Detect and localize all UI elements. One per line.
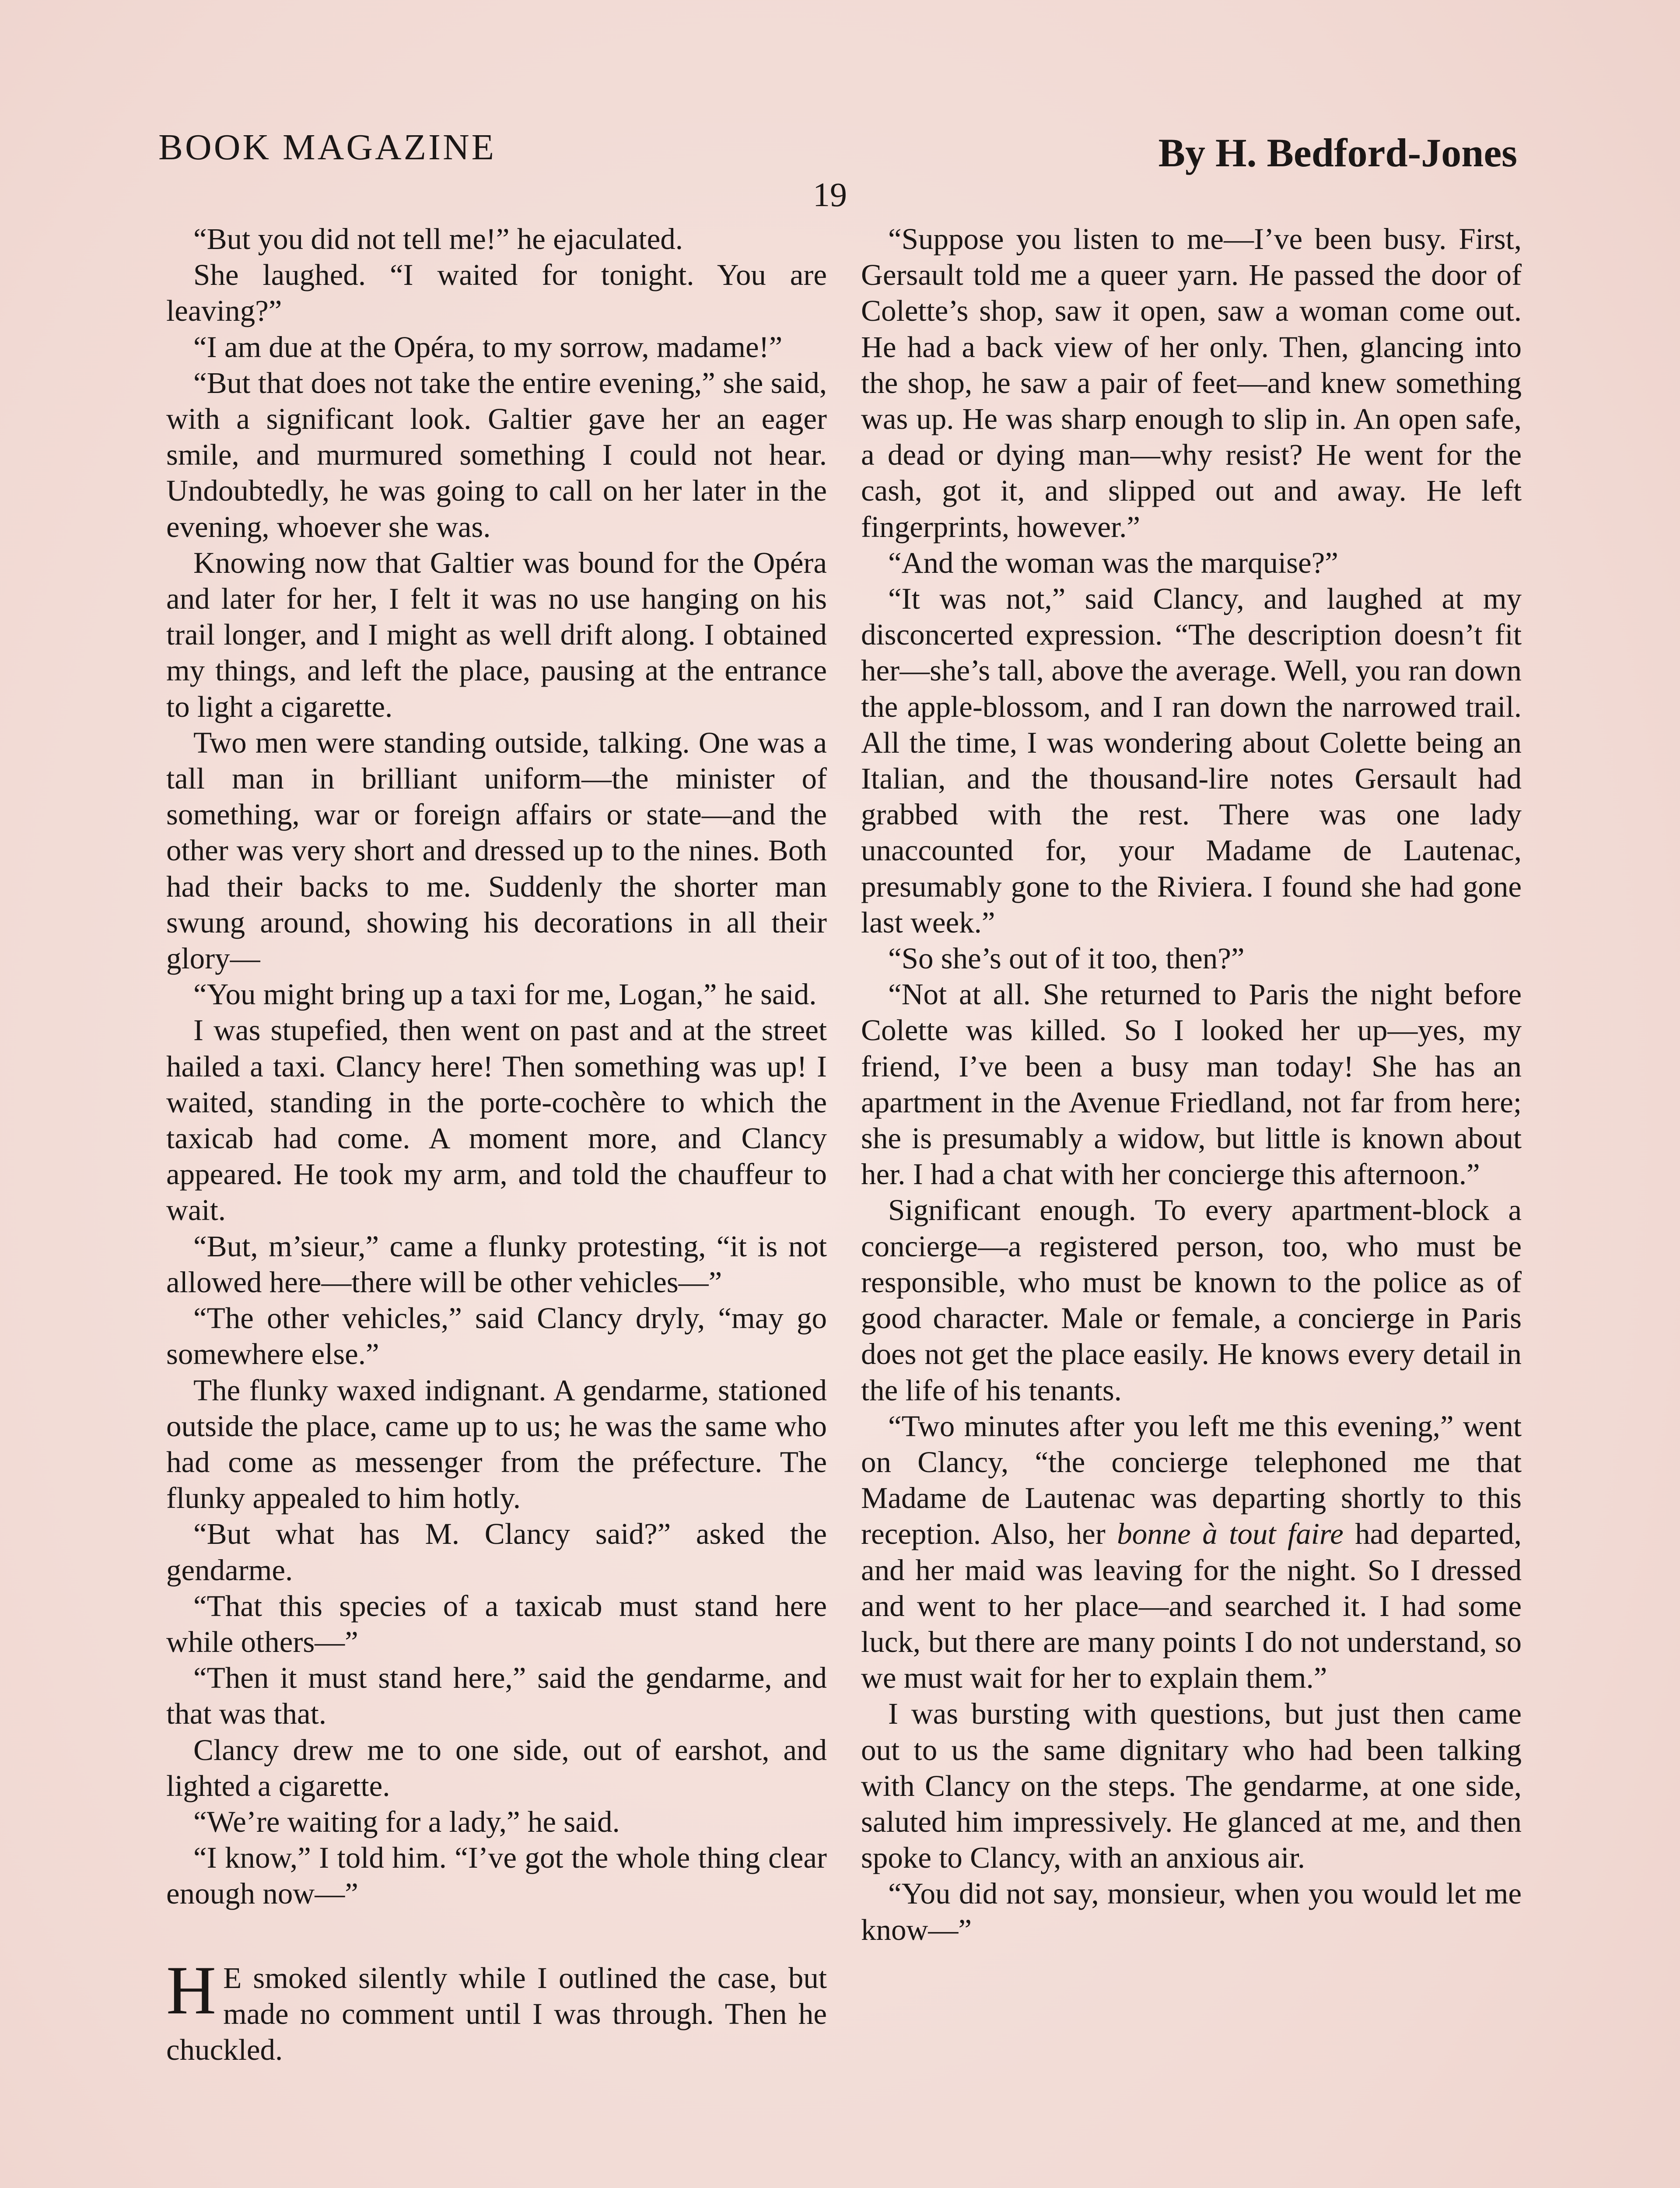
paragraph: “But, m’sieur,” came a flunky protesting, “it is not allowed here—there will be other vehicles—” <box>166 1229 827 1299</box>
paragraph: “The other vehicles,” said Clancy dryly, “may go somewhere else.” <box>166 1301 827 1371</box>
paragraph: “Not at all. She returned to Paris the night before Colette was killed. So I looked her up—yes, my friend, I’ve been a busy man today! She has an apartment in the Avenue Friedland, not far from here; she is presumably a widow, but little is known about her. I had a chat with her concierge this afternoon.” <box>861 978 1522 1191</box>
magazine-title: BOOK MAGAZINE <box>158 127 496 168</box>
left-column <box>166 221 827 2068</box>
dropcap-text: E smoked silently while I outlined the case, but made no comment until I was through. Then he chuckled. <box>166 1961 827 2066</box>
drop-cap: H <box>166 1952 217 2029</box>
paragraph: She laughed. “I waited for tonight. You are leaving?” <box>166 258 827 328</box>
paragraph: “But that does not take the entire evening,” she said, with a significant look. Galtier gave her an eager smile, and murmured something I could not hear. Undoubtedly, he was going to call on her later in the evening, whoever she was. <box>166 366 827 543</box>
paragraph: “Suppose you listen to me—I’ve been busy. First, Gersault told me a queer yarn. He passed the door of Colette’s shop, saw it open, saw a woman come out. He had a back view of her only. Then, glancing into the shop, he saw a pair of feet—and knew something was up. He was sharp enough to slip in. An open safe, a dead or dying man—why resist? He went for the cash, got it, and slipped out and away. He left fingerprints, however.” <box>861 222 1522 543</box>
paragraph: “Then it must stand here,” said the gendarme, and that was that. <box>166 1661 827 1731</box>
author-byline: By H. Bedford-Jones <box>1158 130 1517 175</box>
text-run: “Two minutes after you left me this evening,” went on Clancy, “the concierge telephoned me that Madame de Lautenac was departing shortly to this reception. Also, her <box>861 1409 1522 1551</box>
paragraph: “It was not,” said Clancy, and laughed at my disconcerted expression. “The description doesn’t fit her—she’s tall, above the average. Well, you ran down the apple-blossom, and I ran down the narrowed trail. All the time, I was wondering about Colette being an Italian, and the thousand-lire notes Gersault had grabbed with the rest. There was one lady unaccounted for, your Madame de Lautenac, presumably gone to the Riviera. I found she had gone last week.” <box>861 582 1522 939</box>
paragraph: “But what has M. Clancy said?” asked the gendarme. <box>166 1517 827 1587</box>
paragraph: Knowing now that Galtier was bound for the Opéra and later for her, I felt it was no use hanging on his trail longer, and I might as well drift along. I obtained my things, and left the place, pausing at the entrance to light a cigarette. <box>166 546 827 723</box>
paragraph: Clancy drew me to one side, out of earshot, and lighted a cigarette. <box>166 1733 827 1802</box>
paragraph: “That this species of a taxicab must stand here while others—” <box>166 1589 827 1659</box>
paragraph: “You did not say, monsieur, when you would let me know—” <box>861 1877 1522 1946</box>
paragraph: The flunky waxed indignant. A gendarme, stationed outside the place, came up to us; he was the same who had come as messenger from the préfecture. The flunky appealed to him hotly. <box>166 1373 827 1515</box>
paragraph: “But you did not tell me!” he ejaculated. <box>193 222 683 256</box>
paragraph: “I am due at the Opéra, to my sorrow, madame!” <box>193 330 783 364</box>
paragraph: “And the woman was the marquise?” <box>888 546 1338 579</box>
paragraph: “You might bring up a taxi for me, Logan,” he said. <box>193 978 817 1011</box>
paragraph <box>861 1408 1522 1696</box>
paragraph: I was bursting with questions, but just then came out to us the same dignitary who had been talking with Clancy on the steps. The gendarme, at one side, saluted him impressively. He glanced at me, and then spoke to Clancy, with an anxious air. <box>861 1697 1522 1875</box>
paragraph: Two men were standing outside, talking. One was a tall man in brilliant uniform—the minister of something, war or foreign affairs or state—and the other was very short and dressed up to the nines. Both had their backs to me. Suddenly the shorter man swung around, showing his decorations in all their glory— <box>166 726 827 975</box>
dropcap-paragraph <box>166 1952 827 2068</box>
right-column <box>861 221 1522 1948</box>
paragraph: “So she’s out of it too, then?” <box>888 942 1245 975</box>
paragraph: “I know,” I told him. “I’ve got the whole thing clear enough now—” <box>166 1841 827 1911</box>
paragraph: “We’re waiting for a lady,” he said. <box>193 1805 620 1838</box>
text-run: had departed, and her maid was leaving for the night. So I dressed and went to her place—and searched it. I had some luck, but there are many points I do not understand, so we must wait for her to explain them.” <box>861 1517 1522 1695</box>
paragraph: Significant enough. To every apartment-block a concierge—a registered person, too, who must be responsible, who must be known to the police as of good character. Male or female, a concierge in Paris does not get the place easily. He knows every detail in the life of his tenants. <box>861 1193 1522 1407</box>
paragraph: I was stupefied, then went on past and at the street hailed a taxi. Clancy here! Then something was up! I waited, standing in the porte-cochère to which the taxicab had come. A moment more, and Clancy appeared. He took my arm, and told the chauffeur to wait. <box>166 1013 827 1227</box>
page-number: 19 <box>813 175 847 214</box>
italic-phrase: bonne à tout faire <box>1117 1517 1344 1551</box>
